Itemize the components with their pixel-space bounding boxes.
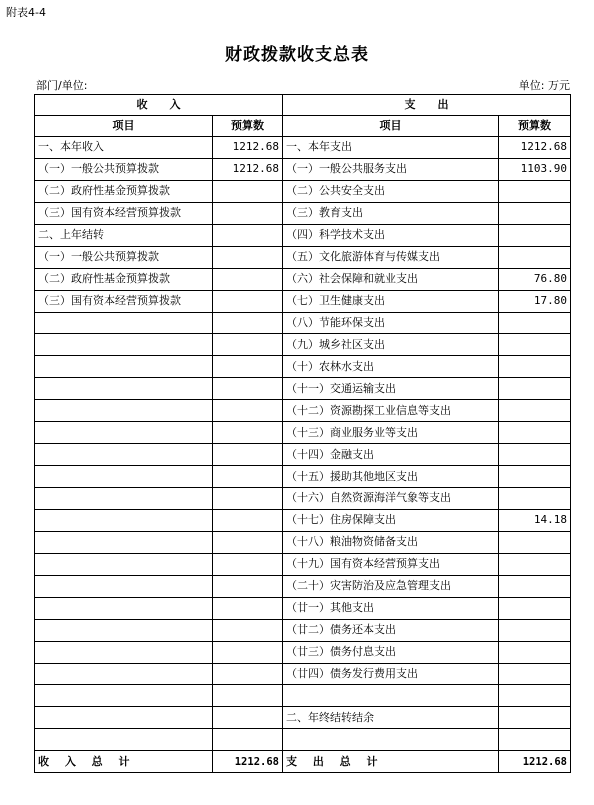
income-budget-cell — [213, 509, 283, 531]
income-item-cell — [35, 531, 213, 553]
expense-item-cell: （九）城乡社区支出 — [283, 334, 499, 356]
expense-item-cell: （十一）交通运输支出 — [283, 378, 499, 400]
expense-budget-cell — [499, 488, 571, 510]
table-row — [35, 707, 571, 729]
income-item-cell — [35, 378, 213, 400]
income-budget-cell — [213, 729, 283, 751]
unit-label: 单位: 万元 — [518, 79, 570, 92]
income-budget-cell — [213, 597, 283, 619]
income-item-cell — [35, 509, 213, 531]
expense-budget-cell — [499, 224, 571, 246]
income-item-cell — [35, 400, 213, 422]
expense-item-cell: （廿四）债务发行费用支出 — [283, 663, 499, 685]
table-row — [35, 685, 571, 707]
expense-item-cell: （十五）援助其他地区支出 — [283, 466, 499, 488]
expense-budget-cell — [499, 400, 571, 422]
table-row — [35, 575, 571, 597]
income-budget-cell — [213, 553, 283, 575]
expense-budget-cell — [499, 707, 571, 729]
income-item-cell: （二）政府性基金预算拨款 — [35, 268, 213, 290]
income-item-cell: 二、上年结转 — [35, 224, 213, 246]
income-budget-cell — [213, 444, 283, 466]
table-row — [35, 400, 571, 422]
income-budget-cell — [213, 246, 283, 268]
table-row — [35, 444, 571, 466]
income-budget-cell — [213, 619, 283, 641]
income-item-cell — [35, 422, 213, 444]
income-budget-cell — [213, 707, 283, 729]
income-item-cell — [35, 663, 213, 685]
table-row — [35, 180, 571, 202]
income-item-cell — [35, 641, 213, 663]
expense-item-cell: （十七）住房保障支出 — [283, 509, 499, 531]
table-row — [35, 246, 571, 268]
table-row — [35, 619, 571, 641]
table-row — [35, 531, 571, 553]
expense-item-cell: （八）节能环保支出 — [283, 312, 499, 334]
page-title: 财政拨款收支总表 — [225, 45, 369, 65]
expense-budget-cell — [499, 663, 571, 685]
expense-budget-cell — [499, 729, 571, 751]
expense-budget-cell — [499, 641, 571, 663]
expense-budget-cell — [499, 466, 571, 488]
expense-budget-cell — [499, 312, 571, 334]
expense-item-cell: （六）社会保障和就业支出 — [283, 268, 499, 290]
income-budget-cell — [213, 685, 283, 707]
expense-item-cell: （廿三）债务付息支出 — [283, 641, 499, 663]
table-row — [35, 290, 571, 312]
expense-budget-cell — [499, 356, 571, 378]
income-budget-cell — [213, 575, 283, 597]
income-item-cell — [35, 356, 213, 378]
income-budget-cell — [213, 290, 283, 312]
income-budget-cell — [213, 224, 283, 246]
expense-budget-cell — [499, 619, 571, 641]
expense-budget-cell — [499, 597, 571, 619]
expense-budget-cell — [499, 202, 571, 224]
income-item-cell — [35, 685, 213, 707]
income-budget-cell — [213, 466, 283, 488]
expense-budget-header: 预算数 — [499, 116, 571, 137]
income-budget-cell: 1212.68 — [213, 137, 283, 159]
expense-item-cell: （四）科学技术支出 — [283, 224, 499, 246]
income-item-cell: （二）政府性基金预算拨款 — [35, 180, 213, 202]
income-section-header: 收 入 — [35, 95, 283, 116]
expense-item-cell: （十八）粮油物资储备支出 — [283, 531, 499, 553]
expense-budget-cell: 1103.90 — [499, 158, 571, 180]
annex-label: 附表4-4 — [6, 6, 46, 19]
section-header-row — [35, 95, 571, 116]
income-item-cell: （三）国有资本经营预算拨款 — [35, 290, 213, 312]
income-budget-cell — [213, 488, 283, 510]
income-budget-cell — [213, 312, 283, 334]
income-budget-cell — [213, 422, 283, 444]
expense-budget-cell — [499, 246, 571, 268]
income-item-header: 项目 — [35, 116, 213, 137]
department-label: 部门/单位: — [36, 79, 88, 92]
income-budget-header: 预算数 — [213, 116, 283, 137]
column-header-row — [35, 116, 571, 137]
expense-budget-cell: 14.18 — [499, 509, 571, 531]
expense-budget-cell — [499, 422, 571, 444]
expense-item-cell: 二、年终结转结余 — [283, 707, 499, 729]
expense-item-cell: 一、本年支出 — [283, 137, 499, 159]
expense-item-cell: （廿一）其他支出 — [283, 597, 499, 619]
table-row — [35, 663, 571, 685]
expense-item-cell: （十三）商业服务业等支出 — [283, 422, 499, 444]
income-budget-cell — [213, 641, 283, 663]
expense-budget-cell — [499, 685, 571, 707]
expense-item-cell: （五）文化旅游体育与传媒支出 — [283, 246, 499, 268]
table-row — [35, 641, 571, 663]
expense-item-cell: （七）卫生健康支出 — [283, 290, 499, 312]
expense-budget-cell: 1212.68 — [499, 137, 571, 159]
total-row — [35, 751, 571, 773]
table-row — [35, 334, 571, 356]
expense-budget-cell — [499, 444, 571, 466]
income-budget-cell — [213, 356, 283, 378]
income-budget-cell — [213, 180, 283, 202]
expense-item-cell: （二十）灾害防治及应急管理支出 — [283, 575, 499, 597]
expense-budget-cell: 76.80 — [499, 268, 571, 290]
income-item-cell — [35, 466, 213, 488]
income-item-cell — [35, 312, 213, 334]
table-row — [35, 312, 571, 334]
expense-item-cell: （一）一般公共服务支出 — [283, 158, 499, 180]
income-budget-cell — [213, 334, 283, 356]
income-budget-cell — [213, 400, 283, 422]
income-total-label: 收 入 总 计 — [35, 751, 213, 773]
income-item-cell: （一）一般公共预算拨款 — [35, 158, 213, 180]
income-item-cell: （三）国有资本经营预算拨款 — [35, 202, 213, 224]
income-total-value: 1212.68 — [213, 751, 283, 773]
expense-item-cell: （十）农林水支出 — [283, 356, 499, 378]
expense-budget-cell — [499, 180, 571, 202]
table-row — [35, 356, 571, 378]
table-row — [35, 224, 571, 246]
income-budget-cell — [213, 531, 283, 553]
expense-budget-cell — [499, 334, 571, 356]
income-item-cell — [35, 597, 213, 619]
table-row — [35, 488, 571, 510]
expense-total-value: 1212.68 — [499, 751, 571, 773]
income-item-cell — [35, 729, 213, 751]
expense-budget-cell — [499, 531, 571, 553]
expense-budget-cell: 17.80 — [499, 290, 571, 312]
table-row — [35, 509, 571, 531]
income-budget-cell — [213, 202, 283, 224]
income-budget-cell — [213, 268, 283, 290]
income-budget-cell — [213, 663, 283, 685]
income-item-cell — [35, 553, 213, 575]
table-row — [35, 597, 571, 619]
income-item-cell — [35, 444, 213, 466]
income-budget-cell: 1212.68 — [213, 158, 283, 180]
expense-item-cell: （十九）国有资本经营预算支出 — [283, 553, 499, 575]
income-item-cell — [35, 575, 213, 597]
expense-item-cell: （三）教育支出 — [283, 202, 499, 224]
expense-section-header: 支 出 — [283, 95, 571, 116]
table-row — [35, 158, 571, 180]
income-item-cell: 一、本年收入 — [35, 137, 213, 159]
expense-item-cell: （十六）自然资源海洋气象等支出 — [283, 488, 499, 510]
table-row — [35, 553, 571, 575]
expense-budget-cell — [499, 575, 571, 597]
table-row — [35, 729, 571, 751]
income-item-cell — [35, 334, 213, 356]
budget-table — [34, 94, 571, 773]
table-row — [35, 137, 571, 159]
income-item-cell: （一）一般公共预算拨款 — [35, 246, 213, 268]
income-item-cell — [35, 619, 213, 641]
expense-item-cell — [283, 729, 499, 751]
expense-total-label: 支 出 总 计 — [283, 751, 499, 773]
expense-budget-cell — [499, 378, 571, 400]
expense-budget-cell — [499, 553, 571, 575]
table-row — [35, 422, 571, 444]
income-item-cell — [35, 707, 213, 729]
table-row — [35, 202, 571, 224]
expense-item-header: 项目 — [283, 116, 499, 137]
expense-item-cell: （十四）金融支出 — [283, 444, 499, 466]
expense-item-cell: （十二）资源勘探工业信息等支出 — [283, 400, 499, 422]
table-row — [35, 378, 571, 400]
table-row — [35, 466, 571, 488]
income-item-cell — [35, 488, 213, 510]
table-row — [35, 268, 571, 290]
expense-item-cell: （二）公共安全支出 — [283, 180, 499, 202]
expense-item-cell: （廿二）债务还本支出 — [283, 619, 499, 641]
income-budget-cell — [213, 378, 283, 400]
expense-item-cell — [283, 685, 499, 707]
